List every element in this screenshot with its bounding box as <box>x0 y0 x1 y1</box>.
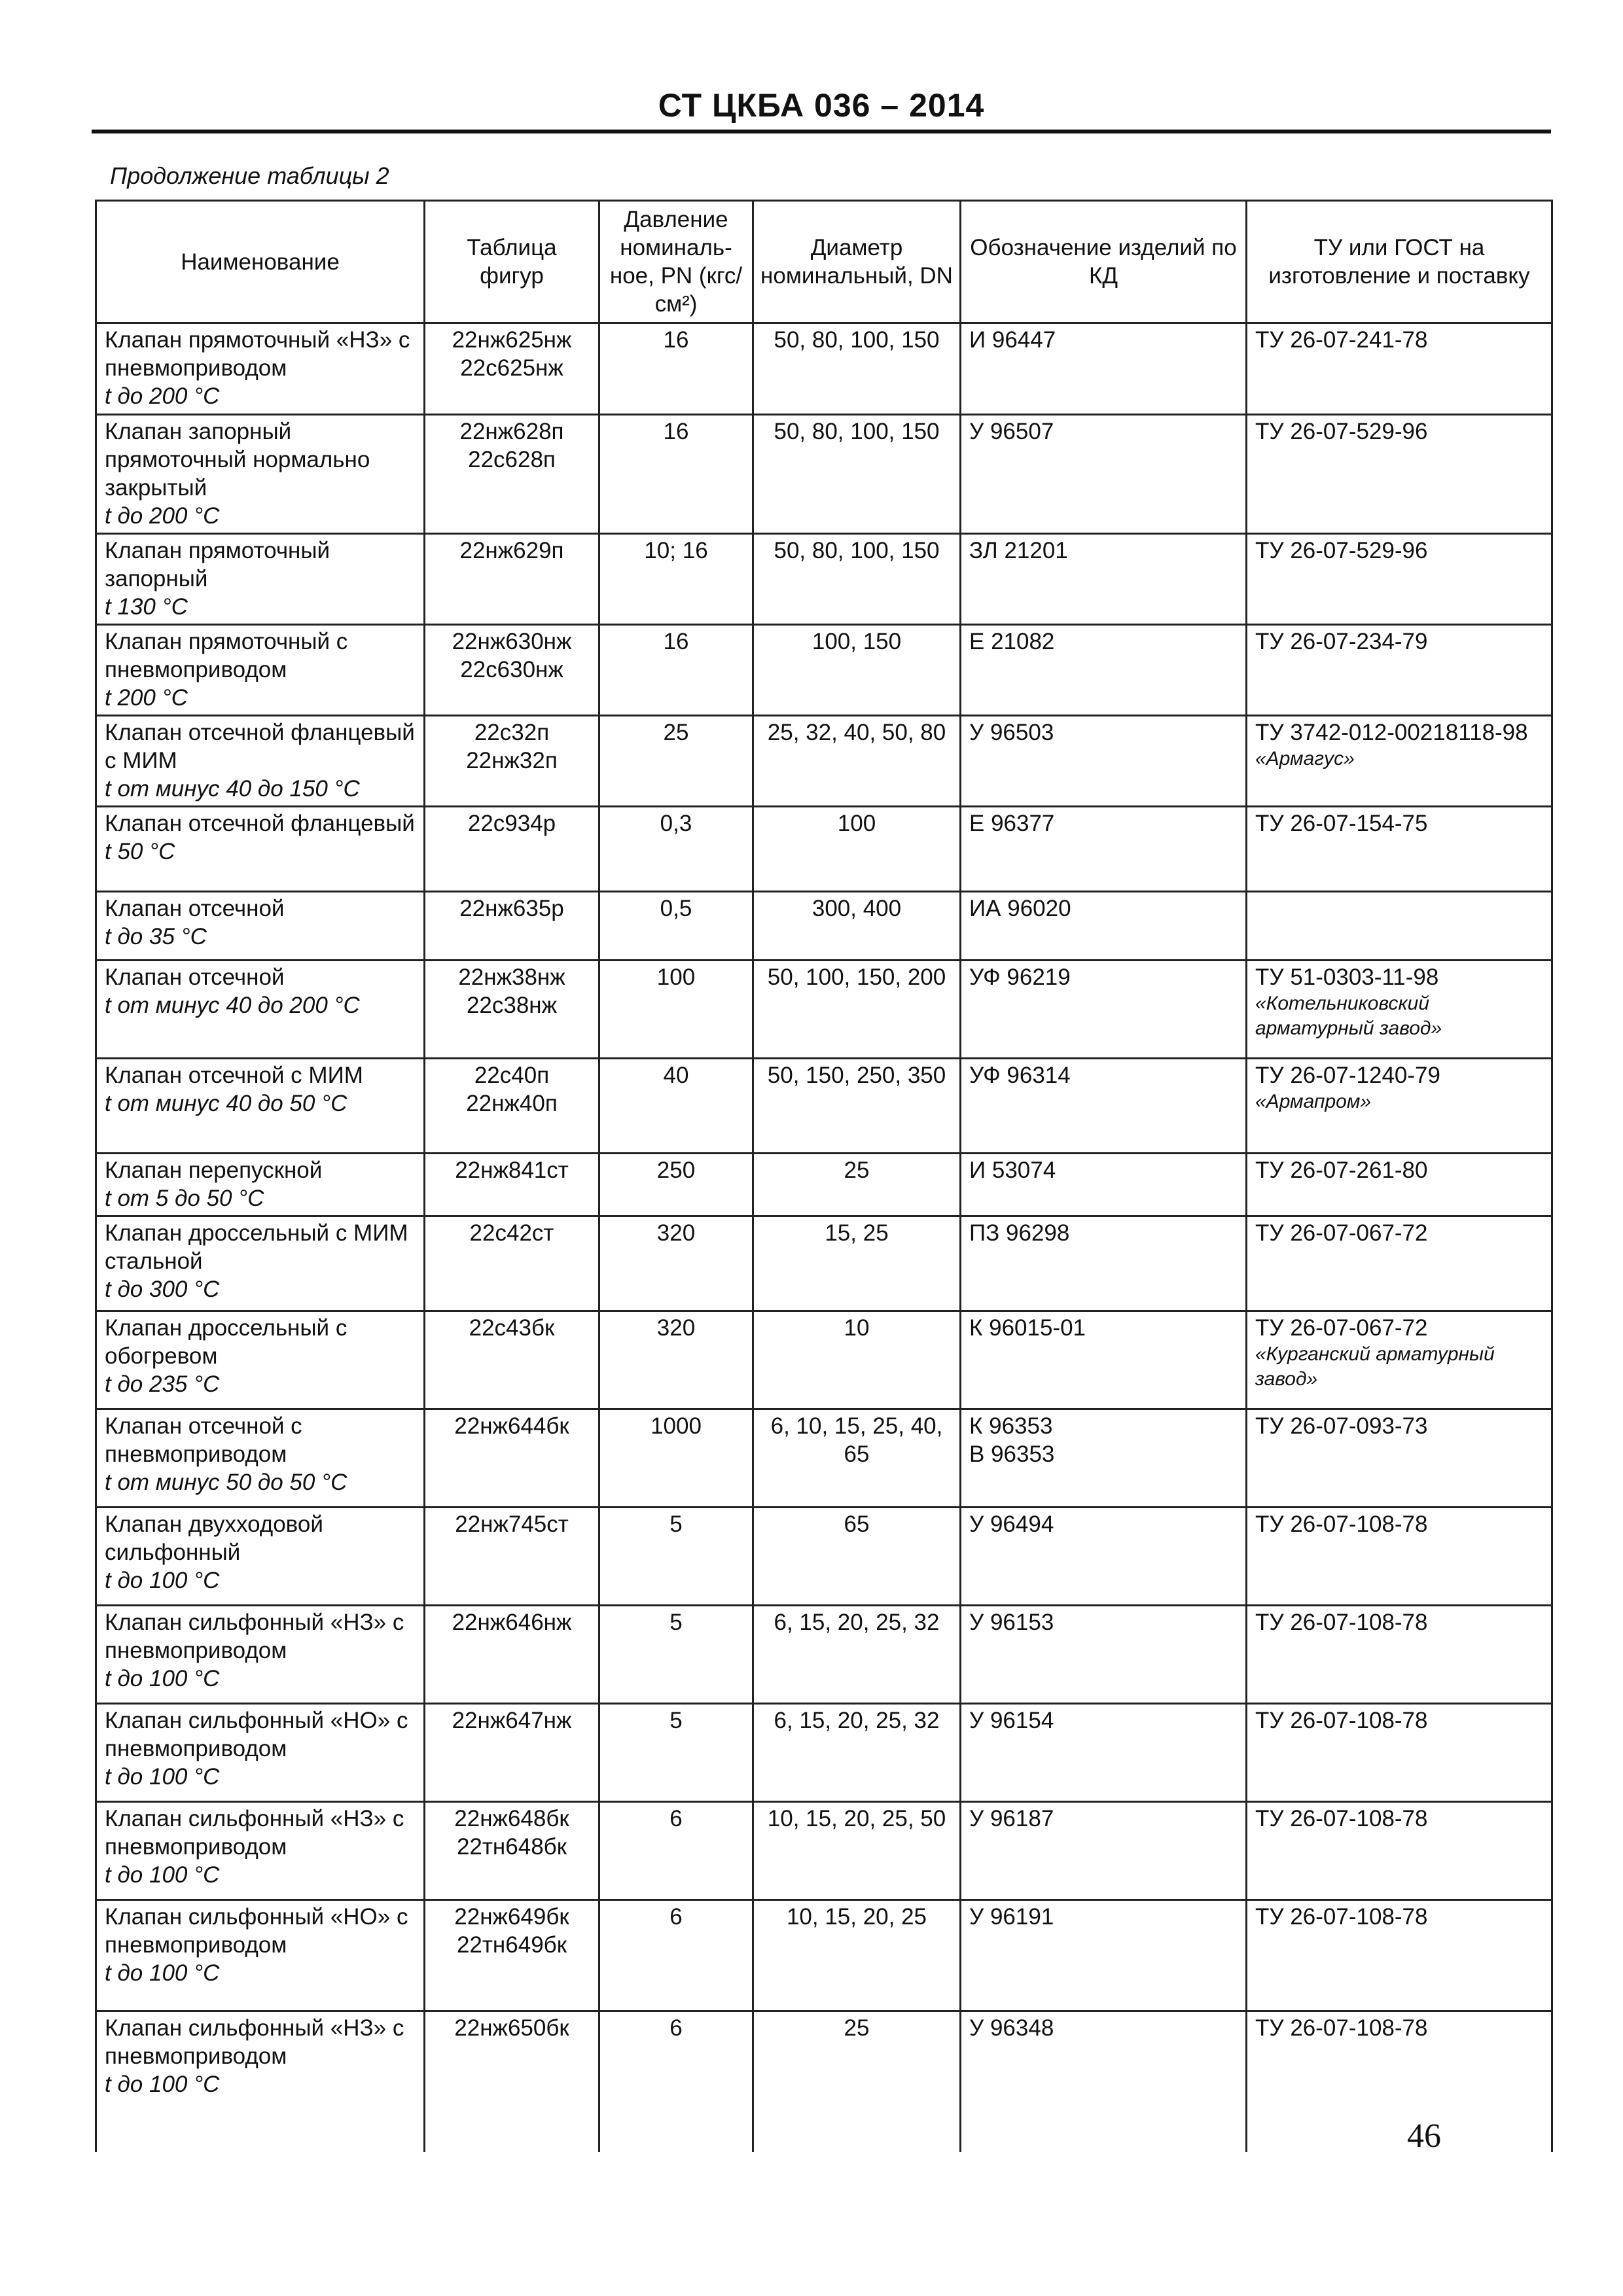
cell-figure <box>425 1154 599 1216</box>
figure-code: 22нж745ст <box>455 1511 569 1537</box>
standard-code: ТУ 26-07-108-78 <box>1255 1610 1428 1635</box>
cell-pressure <box>599 1154 753 1216</box>
table-row <box>96 1216 1552 1311</box>
cell-pressure <box>599 892 753 961</box>
cell-designation <box>961 961 1247 1059</box>
cell-pressure <box>599 1311 753 1409</box>
column-header-diameter: Диаметр номинальный, DN <box>753 201 961 323</box>
design-code: У 96187 <box>969 1806 1054 1831</box>
figure-code: 22нж646нж <box>452 1610 572 1635</box>
table-row <box>96 961 1552 1059</box>
figure-code: 22нж647нж <box>452 1708 572 1733</box>
design-code: У 96503 <box>969 720 1054 745</box>
cell-diameter <box>753 1802 961 1900</box>
cell-figure <box>425 1802 599 1900</box>
cell-figure <box>425 892 599 961</box>
diameter-value: 50, 80, 100, 150 <box>774 419 940 444</box>
cell-diameter <box>753 1900 961 2011</box>
design-code: У 96507 <box>969 419 1054 444</box>
table-row <box>96 323 1552 415</box>
valve-spec-table <box>95 200 1553 2152</box>
cell-pressure <box>599 1900 753 2011</box>
table-row <box>96 1704 1552 1802</box>
cell-pressure <box>599 1802 753 1900</box>
table-row <box>96 1606 1552 1704</box>
cell-designation <box>961 1508 1247 1606</box>
cell-designation <box>961 1900 1247 2011</box>
pressure-value: 16 <box>663 419 689 444</box>
diameter-value: 100 <box>837 811 876 836</box>
manufacturer-name: «Котельниковский арматурный завод» <box>1255 993 1442 1039</box>
cell-standard <box>1247 807 1552 892</box>
pressure-value: 250 <box>656 1157 696 1183</box>
pressure-value: 0,3 <box>660 811 692 836</box>
figure-code: 22с934р <box>467 811 556 836</box>
cell-figure <box>425 534 599 625</box>
temperature-range: t до 100 °С <box>105 1862 220 1888</box>
cell-diameter <box>753 1059 961 1154</box>
design-code: К 96015-01 <box>969 1315 1086 1341</box>
cell-diameter <box>753 1606 961 1704</box>
product-name: Клапан отсечной с МИМ <box>105 1063 363 1088</box>
figure-code: 22нж650бк <box>454 2015 569 2041</box>
cell-figure <box>425 716 599 807</box>
cell-standard <box>1247 892 1552 961</box>
product-name: Клапан сильфонный «НО» с пневмоприводом <box>105 1708 408 1761</box>
cell-standard <box>1247 1508 1552 1606</box>
cell-pressure <box>599 1216 753 1311</box>
cell-standard <box>1247 415 1552 534</box>
cell-pressure <box>599 1704 753 1802</box>
design-code: УФ 96314 <box>969 1063 1071 1088</box>
cell-standard <box>1247 716 1552 807</box>
temperature-range: t 130 °С <box>105 594 188 620</box>
diameter-value: 100, 150 <box>812 629 902 654</box>
design-code: УФ 96219 <box>969 964 1071 990</box>
pressure-value: 25 <box>663 720 689 745</box>
table-header <box>96 201 1552 323</box>
cell-name <box>96 716 425 807</box>
diameter-value: 10, 15, 20, 25, 50 <box>767 1806 946 1831</box>
diameter-value: 6, 15, 20, 25, 32 <box>774 1708 940 1733</box>
cell-standard <box>1247 1311 1552 1409</box>
cell-name <box>96 1409 425 1508</box>
product-name: Клапан сильфонный «НЗ» с пневмоприводом <box>105 2015 404 2069</box>
cell-name <box>96 1606 425 1704</box>
cell-figure <box>425 323 599 415</box>
design-code: У 96191 <box>969 1904 1054 1930</box>
cell-name <box>96 1704 425 1802</box>
cell-designation <box>961 2011 1247 2152</box>
cell-pressure <box>599 534 753 625</box>
figure-code: 22нж625нж 22с625нж <box>452 327 572 381</box>
pressure-value: 6 <box>669 2015 683 2041</box>
cell-figure <box>425 1409 599 1508</box>
table-row <box>96 534 1552 625</box>
cell-designation <box>961 534 1247 625</box>
pressure-value: 320 <box>656 1315 696 1341</box>
standard-code: ТУ 26-07-108-78 <box>1255 1708 1428 1733</box>
cell-pressure <box>599 1606 753 1704</box>
diameter-value: 65 <box>844 1511 870 1537</box>
table-row <box>96 2011 1552 2152</box>
cell-designation <box>961 807 1247 892</box>
table-row <box>96 1802 1552 1900</box>
table-row <box>96 1409 1552 1508</box>
pressure-value: 320 <box>656 1220 696 1246</box>
design-code: У 96494 <box>969 1511 1054 1537</box>
cell-designation <box>961 1311 1247 1409</box>
cell-name <box>96 415 425 534</box>
standard-code: ТУ 26-07-108-78 <box>1255 1806 1428 1831</box>
temperature-range: t до 35 °С <box>105 924 207 949</box>
cell-diameter <box>753 892 961 961</box>
cell-pressure <box>599 807 753 892</box>
temperature-range: t от минус 40 до 50 °С <box>105 1091 348 1116</box>
cell-figure <box>425 1059 599 1154</box>
cell-pressure <box>599 1409 753 1508</box>
cell-pressure <box>599 1508 753 1606</box>
table-row <box>96 1154 1552 1216</box>
figure-code: 22нж649бк 22тн649бк <box>454 1904 569 1958</box>
cell-diameter <box>753 961 961 1059</box>
standard-code: ТУ 26-07-154-75 <box>1255 811 1428 836</box>
manufacturer-name: «Армапром» <box>1255 1091 1372 1112</box>
design-code: У 96154 <box>969 1708 1054 1733</box>
standard-code: ТУ 26-07-529-96 <box>1255 419 1428 444</box>
diameter-value: 50, 80, 100, 150 <box>774 538 940 563</box>
table-row <box>96 1508 1552 1606</box>
cell-designation <box>961 892 1247 961</box>
cell-designation <box>961 1606 1247 1704</box>
cell-standard <box>1247 1216 1552 1311</box>
design-code: Е 96377 <box>969 811 1055 836</box>
cell-standard <box>1247 961 1552 1059</box>
cell-diameter <box>753 1216 961 1311</box>
cell-figure <box>425 415 599 534</box>
diameter-value: 50, 80, 100, 150 <box>774 327 940 353</box>
figure-code: 22с40п 22нж40п <box>466 1063 558 1116</box>
product-name: Клапан перепускной <box>105 1157 323 1183</box>
standard-code: ТУ 26-07-234-79 <box>1255 629 1428 654</box>
page-number: 46 <box>1407 2117 1441 2155</box>
product-name: Клапан двухходовой сильфонный <box>105 1511 323 1565</box>
product-name: Клапан запорный прямоточный нормально закрытый <box>105 419 370 501</box>
table-row <box>96 1059 1552 1154</box>
design-code: И 96447 <box>969 327 1056 353</box>
column-header-standard: ТУ или ГОСТ на изготовление и поставку <box>1247 201 1552 323</box>
cell-figure <box>425 1704 599 1802</box>
cell-standard <box>1247 625 1552 716</box>
cell-name <box>96 323 425 415</box>
diameter-value: 6, 10, 15, 25, 40, 65 <box>770 1413 943 1467</box>
cell-figure <box>425 1508 599 1606</box>
cell-name <box>96 1508 425 1606</box>
diameter-value: 50, 100, 150, 200 <box>767 964 946 990</box>
cell-standard <box>1247 1900 1552 2011</box>
cell-figure <box>425 1900 599 2011</box>
standard-code: ТУ 26-07-1240-79 <box>1255 1063 1440 1088</box>
cell-figure <box>425 625 599 716</box>
cell-figure <box>425 1311 599 1409</box>
cell-diameter <box>753 1409 961 1508</box>
document-code: СТ ЦКБА 036 – 2014 <box>658 87 985 124</box>
cell-standard <box>1247 1059 1552 1154</box>
temperature-range: t до 100 °С <box>105 2072 220 2097</box>
temperature-range: t до 300 °С <box>105 1277 220 1302</box>
design-code: И 53074 <box>969 1157 1056 1183</box>
cell-pressure <box>599 716 753 807</box>
standard-code: ТУ 26-07-067-72 <box>1255 1220 1428 1246</box>
product-name: Клапан прямоточный запорный <box>105 538 330 592</box>
cell-standard <box>1247 1704 1552 1802</box>
product-name: Клапан сильфонный «НО» с пневмоприводом <box>105 1904 408 1958</box>
cell-diameter <box>753 1154 961 1216</box>
cell-diameter <box>753 716 961 807</box>
cell-name <box>96 961 425 1059</box>
product-name: Клапан отсечной фланцевый с МИМ <box>105 720 415 773</box>
column-header-designation: Обозначение изделий по КД <box>961 201 1247 323</box>
pressure-value: 1000 <box>651 1413 702 1439</box>
diameter-value: 6, 15, 20, 25, 32 <box>774 1610 940 1635</box>
product-name: Клапан отсечной с пневмоприводом <box>105 1413 302 1467</box>
standard-code: ТУ 26-07-067-72 <box>1255 1315 1428 1341</box>
cell-figure <box>425 1606 599 1704</box>
cell-designation <box>961 1704 1247 1802</box>
design-code: ИА 96020 <box>969 896 1071 921</box>
pressure-value: 5 <box>669 1610 683 1635</box>
column-header-name: Наименование <box>96 201 425 323</box>
standard-code: ТУ 26-07-241-78 <box>1255 327 1428 353</box>
cell-designation <box>961 1802 1247 1900</box>
cell-diameter <box>753 2011 961 2152</box>
cell-standard <box>1247 1154 1552 1216</box>
table-continuation-caption: Продолжение таблицы 2 <box>110 162 389 189</box>
standard-code: ТУ 26-07-108-78 <box>1255 1904 1428 1930</box>
cell-diameter <box>753 415 961 534</box>
column-header-figure: Таблица фигур <box>425 201 599 323</box>
cell-pressure <box>599 323 753 415</box>
cell-name <box>96 1802 425 1900</box>
cell-diameter <box>753 807 961 892</box>
cell-pressure <box>599 1059 753 1154</box>
pressure-value: 6 <box>669 1904 683 1930</box>
product-name: Клапан прямоточный с пневмоприводом <box>105 629 348 682</box>
cell-figure <box>425 961 599 1059</box>
standard-code: ТУ 51-0303-11-98 <box>1255 964 1439 990</box>
diameter-value: 25 <box>844 2015 870 2041</box>
table-body <box>96 323 1552 2152</box>
diameter-value: 15, 25 <box>825 1220 889 1246</box>
cell-figure <box>425 1216 599 1311</box>
cell-name <box>96 892 425 961</box>
cell-name <box>96 1154 425 1216</box>
diameter-value: 25 <box>844 1157 870 1183</box>
cell-pressure <box>599 415 753 534</box>
standard-code: ТУ 26-07-529-96 <box>1255 538 1428 563</box>
cell-diameter <box>753 534 961 625</box>
table-header-row <box>96 201 1552 323</box>
column-header-pressure: Давление номиналь-ное, PN (кгс/см²) <box>599 201 753 323</box>
table-row <box>96 415 1552 534</box>
cell-standard <box>1247 534 1552 625</box>
design-code: ПЗ 96298 <box>969 1220 1070 1246</box>
diameter-value: 10 <box>844 1315 870 1341</box>
design-code: ЗЛ 21201 <box>969 538 1068 563</box>
manufacturer-name: «Курганский арматурный завод» <box>1255 1343 1495 1390</box>
temperature-range: t до 100 °С <box>105 1960 220 1986</box>
temperature-range: t от минус 40 до 150 °С <box>105 776 360 802</box>
table-row <box>96 625 1552 716</box>
temperature-range: t до 200 °С <box>105 383 220 409</box>
pressure-value: 0,5 <box>660 896 692 921</box>
cell-designation <box>961 1059 1247 1154</box>
temperature-range: t до 100 °С <box>105 1666 220 1691</box>
temperature-range: t до 100 °С <box>105 1568 220 1593</box>
standard-code: ТУ 3742-012-00218118-98 <box>1255 720 1528 745</box>
standard-code: ТУ 26-07-093-73 <box>1255 1413 1428 1439</box>
design-code: У 96348 <box>969 2015 1054 2041</box>
temperature-range: t от минус 50 до 50 °С <box>105 1470 348 1495</box>
table-row <box>96 892 1552 961</box>
figure-code: 22нж841ст <box>455 1157 569 1183</box>
product-name: Клапан прямоточный «НЗ» с пневмоприводом <box>105 327 410 381</box>
cell-standard <box>1247 1802 1552 1900</box>
document-header <box>92 77 1551 133</box>
table-row <box>96 716 1552 807</box>
cell-designation <box>961 1216 1247 1311</box>
cell-pressure <box>599 2011 753 2152</box>
product-name: Клапан сильфонный «НЗ» с пневмоприводом <box>105 1806 404 1860</box>
figure-code: 22нж635р <box>459 896 564 921</box>
product-name: Клапан отсечной <box>105 896 285 921</box>
standard-code: ТУ 26-07-108-78 <box>1255 2015 1428 2041</box>
cell-pressure <box>599 625 753 716</box>
temperature-range: t до 100 °С <box>105 1764 220 1790</box>
cell-name <box>96 2011 425 2152</box>
product-name: Клапан дроссельный с МИМ стальной <box>105 1220 408 1274</box>
cell-designation <box>961 1409 1247 1508</box>
manufacturer-name: «Армагус» <box>1255 748 1355 769</box>
cell-designation <box>961 323 1247 415</box>
temperature-range: t от минус 40 до 200 °С <box>105 993 360 1018</box>
cell-name <box>96 534 425 625</box>
cell-diameter <box>753 1704 961 1802</box>
standard-code: ТУ 26-07-108-78 <box>1255 1511 1428 1537</box>
pressure-value: 100 <box>656 964 696 990</box>
figure-code: 22с32п 22нж32п <box>466 720 558 773</box>
figure-code: 22с42ст <box>469 1220 554 1246</box>
pressure-value: 40 <box>663 1063 689 1088</box>
pressure-value: 10; 16 <box>644 538 708 563</box>
cell-diameter <box>753 1508 961 1606</box>
pressure-value: 6 <box>669 1806 683 1831</box>
product-name: Клапан дроссельный с обогревом <box>105 1315 348 1369</box>
cell-diameter <box>753 323 961 415</box>
temperature-range: t до 200 °С <box>105 503 220 529</box>
pressure-value: 5 <box>669 1511 683 1537</box>
cell-standard <box>1247 1606 1552 1704</box>
figure-code: 22нж38нж 22с38нж <box>458 964 565 1018</box>
cell-pressure <box>599 961 753 1059</box>
pressure-value: 16 <box>663 327 689 353</box>
cell-diameter <box>753 1311 961 1409</box>
cell-name <box>96 1059 425 1154</box>
diameter-value: 10, 15, 20, 25 <box>786 1904 927 1930</box>
pressure-value: 5 <box>669 1708 683 1733</box>
cell-figure <box>425 2011 599 2152</box>
figure-code: 22нж629п <box>459 538 564 563</box>
figure-code: 22нж648бк 22тн648бк <box>454 1806 569 1860</box>
figure-code: 22нж644бк <box>454 1413 569 1439</box>
cell-name <box>96 1900 425 2011</box>
cell-name <box>96 807 425 892</box>
table-row <box>96 807 1552 892</box>
product-name: Клапан отсечной <box>105 964 285 990</box>
cell-standard <box>1247 323 1552 415</box>
diameter-value: 50, 150, 250, 350 <box>767 1063 946 1088</box>
cell-diameter <box>753 625 961 716</box>
figure-code: 22нж630нж 22с630нж <box>452 629 572 682</box>
pressure-value: 16 <box>663 629 689 654</box>
cell-figure <box>425 807 599 892</box>
cell-standard <box>1247 2011 1552 2152</box>
cell-name <box>96 1311 425 1409</box>
cell-designation <box>961 716 1247 807</box>
design-code: Е 21082 <box>969 629 1055 654</box>
temperature-range: t 50 °С <box>105 839 175 864</box>
table-row <box>96 1311 1552 1409</box>
cell-name <box>96 625 425 716</box>
table-row <box>96 1900 1552 2011</box>
temperature-range: t до 235 °С <box>105 1371 220 1397</box>
cell-designation <box>961 625 1247 716</box>
diameter-value: 25, 32, 40, 50, 80 <box>767 720 946 745</box>
diameter-value: 300, 400 <box>812 896 902 921</box>
design-code: У 96153 <box>969 1610 1054 1635</box>
figure-code: 22с43бк <box>469 1315 555 1341</box>
cell-name <box>96 1216 425 1311</box>
temperature-range: t 200 °С <box>105 685 188 711</box>
product-name: Клапан отсечной фланцевый <box>105 811 415 836</box>
temperature-range: t от 5 до 50 °С <box>105 1186 264 1211</box>
design-code: К 96353 В 96353 <box>969 1413 1055 1467</box>
standard-code: ТУ 26-07-261-80 <box>1255 1157 1428 1183</box>
figure-code: 22нж628п 22с628п <box>459 419 564 472</box>
cell-standard <box>1247 1409 1552 1508</box>
product-name: Клапан сильфонный «НЗ» с пневмоприводом <box>105 1610 404 1663</box>
cell-designation <box>961 415 1247 534</box>
cell-designation <box>961 1154 1247 1216</box>
